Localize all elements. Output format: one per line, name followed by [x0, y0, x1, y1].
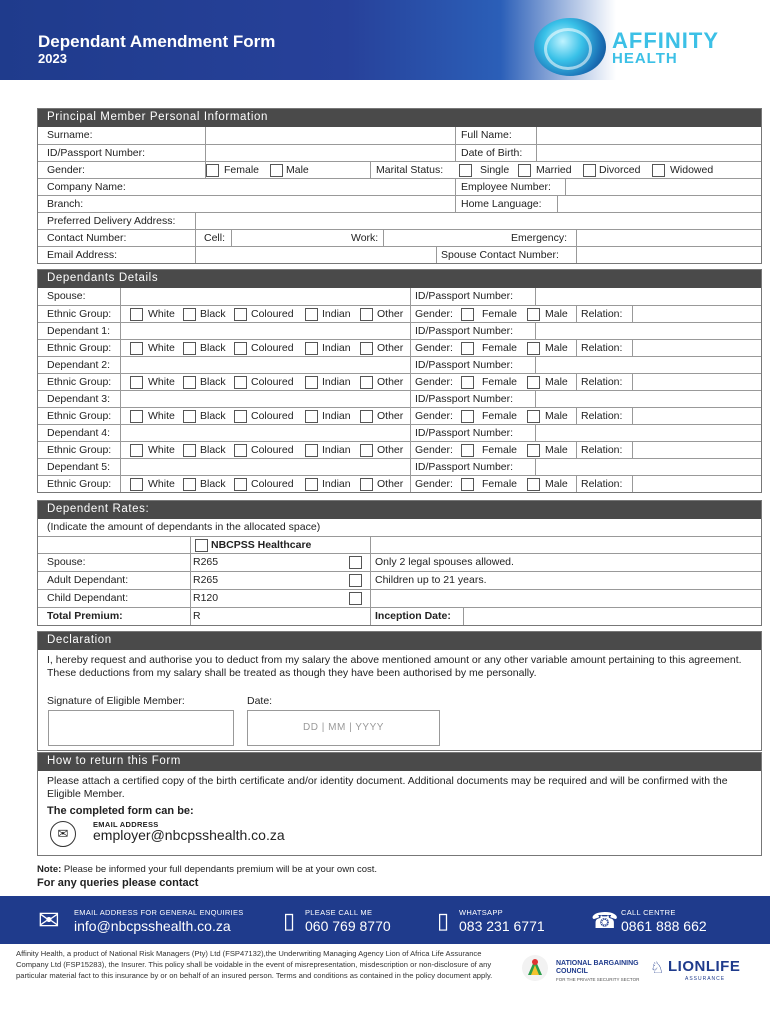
white-label: White	[148, 444, 175, 456]
indian-label: Indian	[322, 376, 351, 388]
nbc-subtitle: FOR THE PRIVATE SECURITY SECTOR	[556, 977, 640, 982]
full-name-label: Full Name:	[461, 129, 512, 141]
white-label: White	[148, 478, 175, 490]
ethnic-group-label: Ethnic Group:	[47, 342, 112, 354]
ethnic-group-label: Ethnic Group:	[47, 308, 112, 320]
declaration-body	[38, 650, 761, 750]
black-label: Black	[200, 308, 226, 320]
logo-affinity: AFFINITY	[612, 28, 719, 53]
home-language-label: Home Language:	[461, 198, 542, 210]
return-email[interactable]: employer@nbcpsshealth.co.za	[93, 827, 285, 843]
indian-checkbox[interactable]	[305, 444, 318, 457]
total-premium-label: Total Premium:	[47, 610, 123, 622]
dependant-name-label: Dependant 1:	[47, 325, 111, 337]
section-heading: Dependants Details	[38, 270, 761, 288]
dep-male-label: Male	[545, 308, 568, 320]
ethnic-group-label: Ethnic Group:	[47, 478, 112, 490]
dependant-id-label: ID/Passport Number:	[415, 290, 514, 302]
dep-female-checkbox[interactable]	[461, 478, 474, 491]
emergency-label: Emergency:	[511, 232, 568, 244]
single-label: Single	[480, 164, 510, 176]
coloured-checkbox[interactable]	[234, 410, 247, 423]
black-checkbox[interactable]	[183, 444, 196, 457]
column-divider	[120, 408, 121, 424]
child-rate-label: Child Dependant:	[47, 592, 129, 604]
dependant-name-row	[38, 288, 761, 305]
column-divider	[632, 442, 633, 458]
work-label: Work:	[351, 232, 379, 244]
column-divider	[535, 288, 536, 305]
row-gender	[38, 161, 761, 178]
female-checkbox[interactable]	[206, 164, 219, 177]
coloured-checkbox[interactable]	[234, 478, 247, 491]
dep-gender-label: Gender:	[415, 376, 453, 388]
column-divider	[120, 306, 121, 322]
relation-label: Relation:	[581, 308, 623, 320]
ethnic-group-label: Ethnic Group:	[47, 444, 112, 456]
relation-label: Relation:	[581, 342, 623, 354]
indian-label: Indian	[322, 308, 351, 320]
dependant-ethnic-row	[38, 305, 761, 322]
dep-female-label: Female	[482, 376, 518, 388]
relation-label: Relation:	[581, 478, 623, 490]
dep-female-checkbox[interactable]	[461, 376, 474, 389]
coloured-label: Coloured	[251, 444, 294, 456]
column-divider	[120, 374, 121, 390]
employee-number-label: Employee Number:	[461, 181, 551, 193]
dependant-id-label: ID/Passport Number:	[415, 461, 514, 473]
nbc-name: NATIONAL BARGAINING COUNCIL	[556, 960, 639, 975]
dep-male-label: Male	[545, 478, 568, 490]
white-label: White	[148, 342, 175, 354]
column-divider	[410, 374, 411, 390]
column-divider	[120, 391, 121, 407]
dependant-ethnic-row	[38, 339, 761, 356]
row-branch	[38, 195, 761, 212]
indian-checkbox[interactable]	[305, 410, 318, 423]
branch-label: Branch:	[47, 198, 84, 210]
coloured-checkbox[interactable]	[234, 376, 247, 389]
column-divider	[576, 442, 577, 458]
contact-footer: ✉ EMAIL ADDRESS FOR GENERAL ENQUIRIES info@nbcpsshealth.co.za ▯ PLEASE CALL ME 060 769 8770 ▯ WHATSAPP 083 231 6771 ☎ CALL CENTRE 0861 888 662	[0, 896, 770, 944]
declaration-text: I, hereby request and authorise you to deduct from my salary the above mentioned amount or any other variable amount pertaining to this agreement. These deductions from my salary shall be treated as though they have been authorised by me personally.	[47, 654, 742, 679]
dependant-name-row	[38, 458, 761, 475]
date-label: Date:	[247, 695, 273, 707]
black-checkbox[interactable]	[183, 342, 196, 355]
dependant-name-label: Spouse:	[47, 290, 86, 302]
dependant-ethnic-row	[38, 475, 761, 492]
id-passport-label: ID/Passport Number:	[47, 147, 146, 159]
divorced-checkbox[interactable]	[583, 164, 596, 177]
coloured-label: Coloured	[251, 478, 294, 490]
column-divider	[410, 306, 411, 322]
dependant-name-row	[38, 356, 761, 373]
indian-label: Indian	[322, 342, 351, 354]
date-field[interactable]: DD | MM | YYYY	[247, 710, 440, 746]
indian-checkbox[interactable]	[305, 308, 318, 321]
column-divider	[410, 459, 411, 475]
coloured-checkbox[interactable]	[234, 444, 247, 457]
dep-male-checkbox[interactable]	[527, 478, 540, 491]
coloured-checkbox[interactable]	[234, 308, 247, 321]
column-divider	[410, 340, 411, 356]
dependant-ethnic-row	[38, 373, 761, 390]
dep-female-checkbox[interactable]	[461, 308, 474, 321]
spouse-contact-label: Spouse Contact Number:	[441, 249, 559, 261]
spouse-rate-label: Spouse:	[47, 556, 86, 568]
white-checkbox[interactable]	[130, 444, 143, 457]
form-header	[0, 0, 770, 80]
other-checkbox[interactable]	[360, 376, 373, 389]
whatsapp-phone-icon: ▯	[437, 908, 450, 933]
dep-male-checkbox[interactable]	[527, 410, 540, 423]
other-checkbox[interactable]	[360, 478, 373, 491]
principal-rows	[38, 127, 761, 263]
logo-health: HEALTH	[612, 50, 678, 67]
black-label: Black	[200, 376, 226, 388]
company-label: Company Name:	[47, 181, 126, 193]
dependant-name-row	[38, 322, 761, 339]
dependant-name-label: Dependant 3:	[47, 393, 111, 405]
row-id	[38, 144, 761, 161]
black-label: Black	[200, 444, 226, 456]
marital-status-label: Marital Status:	[376, 164, 444, 176]
coloured-checkbox[interactable]	[234, 342, 247, 355]
column-divider	[120, 476, 121, 492]
dependant-name-label: Dependant 5:	[47, 461, 111, 473]
single-checkbox[interactable]	[459, 164, 472, 177]
dependant-id-label: ID/Passport Number:	[415, 325, 514, 337]
column-divider	[120, 288, 121, 305]
column-divider	[576, 374, 577, 390]
adult-count-box[interactable]	[349, 574, 362, 587]
dep-gender-label: Gender:	[415, 308, 453, 320]
contact-label: Contact Number:	[47, 232, 127, 244]
child-rate-value: R120	[193, 592, 219, 604]
other-checkbox[interactable]	[360, 308, 373, 321]
widowed-checkbox[interactable]	[652, 164, 665, 177]
envelope-icon: ✉	[38, 905, 60, 935]
other-label: Other	[377, 376, 404, 388]
male-checkbox[interactable]	[270, 164, 283, 177]
dependants-section	[37, 269, 762, 493]
column-divider	[120, 425, 121, 441]
scheme-label: NBCPSS Healthcare	[211, 539, 312, 551]
white-label: White	[148, 308, 175, 320]
completed-label: The completed form can be:	[47, 805, 194, 817]
dependant-name-label: Dependant 2:	[47, 359, 111, 371]
inception-date-label: Inception Date:	[375, 610, 451, 622]
row-company	[38, 178, 761, 195]
delivery-address-label: Preferred Delivery Address:	[47, 215, 176, 227]
white-checkbox[interactable]	[130, 308, 143, 321]
male-label: Male	[286, 164, 309, 176]
adult-rate-label: Adult Dependant:	[47, 574, 129, 586]
declaration-section	[37, 631, 762, 751]
section-heading: Principal Member Personal Information	[38, 109, 761, 127]
ethnic-group-label: Ethnic Group:	[47, 410, 112, 422]
column-divider	[120, 323, 121, 339]
dep-female-label: Female	[482, 410, 518, 422]
married-checkbox[interactable]	[518, 164, 531, 177]
column-divider	[576, 408, 577, 424]
black-checkbox[interactable]	[183, 376, 196, 389]
dob-label: Date of Birth:	[461, 147, 523, 159]
surname-label: Surname:	[47, 129, 93, 141]
total-premium-value: R	[193, 610, 201, 622]
column-divider	[410, 357, 411, 373]
column-divider	[535, 357, 536, 373]
dep-gender-label: Gender:	[415, 410, 453, 422]
column-divider	[410, 442, 411, 458]
column-divider	[120, 442, 121, 458]
other-label: Other	[377, 410, 404, 422]
dep-gender-label: Gender:	[415, 444, 453, 456]
row-adult-rate	[38, 571, 761, 589]
column-divider	[535, 323, 536, 339]
spouse-rate-value: R265	[193, 556, 219, 568]
black-checkbox[interactable]	[183, 478, 196, 491]
indian-checkbox[interactable]	[305, 342, 318, 355]
dep-female-label: Female	[482, 342, 518, 354]
white-checkbox[interactable]	[130, 376, 143, 389]
dep-female-checkbox[interactable]	[461, 410, 474, 423]
widowed-label: Widowed	[670, 164, 714, 176]
indian-label: Indian	[322, 410, 351, 422]
coloured-label: Coloured	[251, 342, 294, 354]
black-checkbox[interactable]	[183, 410, 196, 423]
female-label: Female	[224, 164, 260, 176]
return-text: Please attach a certified copy of the birth certificate and/or identity document. Additional documents may be required and will be confirmed with the Eligible Member.	[47, 775, 728, 800]
dep-male-checkbox[interactable]	[527, 376, 540, 389]
section-heading: How to return this Form	[38, 753, 761, 771]
dep-male-label: Male	[545, 410, 568, 422]
relation-label: Relation:	[581, 444, 623, 456]
nbc-logo-icon	[520, 953, 550, 983]
cell-label: Cell:	[204, 232, 226, 244]
married-label: Married	[536, 164, 572, 176]
child-count-box[interactable]	[349, 592, 362, 605]
return-section	[37, 752, 762, 856]
column-divider	[535, 459, 536, 475]
other-label: Other	[377, 308, 404, 320]
dependant-rows	[38, 288, 761, 492]
dependant-name-row	[38, 390, 761, 407]
coloured-label: Coloured	[251, 410, 294, 422]
other-label: Other	[377, 444, 404, 456]
other-checkbox[interactable]	[360, 444, 373, 457]
column-divider	[632, 408, 633, 424]
black-label: Black	[200, 342, 226, 354]
indian-checkbox[interactable]	[305, 478, 318, 491]
column-divider	[632, 476, 633, 492]
dep-male-checkbox[interactable]	[527, 308, 540, 321]
signature-field[interactable]	[48, 710, 234, 746]
column-divider	[120, 459, 121, 475]
dependant-id-label: ID/Passport Number:	[415, 427, 514, 439]
white-checkbox[interactable]	[130, 342, 143, 355]
relation-label: Relation:	[581, 376, 623, 388]
relation-label: Relation:	[581, 410, 623, 422]
indian-label: Indian	[322, 444, 351, 456]
column-divider	[120, 357, 121, 373]
row-delivery-address	[38, 212, 761, 229]
dep-male-label: Male	[545, 444, 568, 456]
column-divider	[410, 425, 411, 441]
column-divider	[410, 323, 411, 339]
other-label: Other	[377, 478, 404, 490]
column-divider	[632, 306, 633, 322]
dep-female-checkbox[interactable]	[461, 444, 474, 457]
row-surname	[38, 127, 761, 144]
lionlife-lion-icon: ♘	[650, 960, 665, 977]
column-divider	[535, 391, 536, 407]
indian-label: Indian	[322, 478, 351, 490]
dep-female-label: Female	[482, 478, 518, 490]
black-checkbox[interactable]	[183, 308, 196, 321]
principal-member-section	[37, 108, 762, 264]
column-divider	[120, 340, 121, 356]
ethnic-group-label: Ethnic Group:	[47, 376, 112, 388]
email-address-label: EMAIL ADDRESS	[93, 820, 159, 829]
gender-label: Gender:	[47, 164, 85, 176]
lionlife-name: LIONLIFE	[668, 958, 741, 975]
other-label: Other	[377, 342, 404, 354]
dependant-ethnic-row	[38, 441, 761, 458]
coloured-label: Coloured	[251, 376, 294, 388]
white-checkbox[interactable]	[130, 478, 143, 491]
lionlife-subtitle: ASSURANCE	[685, 976, 726, 982]
dependant-id-label: ID/Passport Number:	[415, 393, 514, 405]
row-total	[38, 607, 761, 625]
queries-label: For any queries please contact	[37, 877, 199, 889]
section-heading: Declaration	[38, 632, 761, 650]
form-year: 2023	[38, 51, 67, 66]
nbcpss-checkbox[interactable]	[195, 539, 208, 552]
telephone-icon: ☎	[591, 908, 619, 933]
divorced-label: Divorced	[599, 164, 641, 176]
dep-gender-label: Gender:	[415, 342, 453, 354]
dependant-ethnic-row	[38, 407, 761, 424]
column-divider	[410, 408, 411, 424]
column-divider	[410, 288, 411, 305]
return-body	[38, 771, 761, 855]
spouse-note: Only 2 legal spouses allowed.	[375, 556, 514, 568]
row-child-rate	[38, 589, 761, 607]
email-label: Email Address:	[47, 249, 118, 261]
section-heading: Dependent Rates:	[38, 501, 761, 519]
row-contact	[38, 229, 761, 246]
dependant-name-label: Dependant 4:	[47, 427, 111, 439]
white-label: White	[148, 376, 175, 388]
row-email	[38, 246, 761, 263]
row-scheme	[38, 536, 761, 553]
column-divider	[410, 391, 411, 407]
indian-checkbox[interactable]	[305, 376, 318, 389]
dep-female-label: Female	[482, 308, 518, 320]
row-spouse-rate	[38, 553, 761, 571]
dependent-rates-section	[37, 500, 762, 626]
white-label: White	[148, 410, 175, 422]
dep-male-checkbox[interactable]	[527, 444, 540, 457]
column-divider	[576, 476, 577, 492]
dep-female-checkbox[interactable]	[461, 342, 474, 355]
dependant-name-row	[38, 424, 761, 441]
adult-rate-value: R265	[193, 574, 219, 586]
affinity-globe-icon	[534, 18, 606, 76]
mobile-phone-icon: ▯	[283, 908, 296, 933]
column-divider	[632, 374, 633, 390]
dep-male-label: Male	[545, 376, 568, 388]
column-divider	[410, 476, 411, 492]
premium-note: Note: Please be informed your full dependants premium will be at your own cost.	[37, 864, 378, 875]
white-checkbox[interactable]	[130, 410, 143, 423]
dep-gender-label: Gender:	[415, 478, 453, 490]
black-label: Black	[200, 478, 226, 490]
adult-note: Children up to 21 years.	[375, 574, 487, 586]
form-title: Dependant Amendment Form	[38, 32, 276, 51]
column-divider	[576, 340, 577, 356]
legal-disclaimer: Affinity Health, a product of National Risk Managers (Pty) Ltd (FSP47132),the Underwriting Managing Agency Lion of Africa Life Assurance Company Ltd (FSP15283), the Insurer. This policy shall be voidable in the event of misrepresentation, misdescription or non-disclosure of any particular material fact to this insurance by or on behalf of an insured person. Terms and conditions as contained in the policy document apply.	[16, 949, 493, 980]
dep-male-label: Male	[545, 342, 568, 354]
other-checkbox[interactable]	[360, 410, 373, 423]
dependant-id-label: ID/Passport Number:	[415, 359, 514, 371]
dep-male-checkbox[interactable]	[527, 342, 540, 355]
column-divider	[576, 306, 577, 322]
signature-label: Signature of Eligible Member:	[47, 695, 185, 707]
column-divider	[535, 425, 536, 441]
spouse-count-box[interactable]	[349, 556, 362, 569]
rates-instruction: (Indicate the amount of dependants in the allocated space)	[47, 521, 321, 533]
column-divider	[632, 340, 633, 356]
other-checkbox[interactable]	[360, 342, 373, 355]
black-label: Black	[200, 410, 226, 422]
coloured-label: Coloured	[251, 308, 294, 320]
mail-icon: ✉	[50, 821, 76, 847]
dep-female-label: Female	[482, 444, 518, 456]
